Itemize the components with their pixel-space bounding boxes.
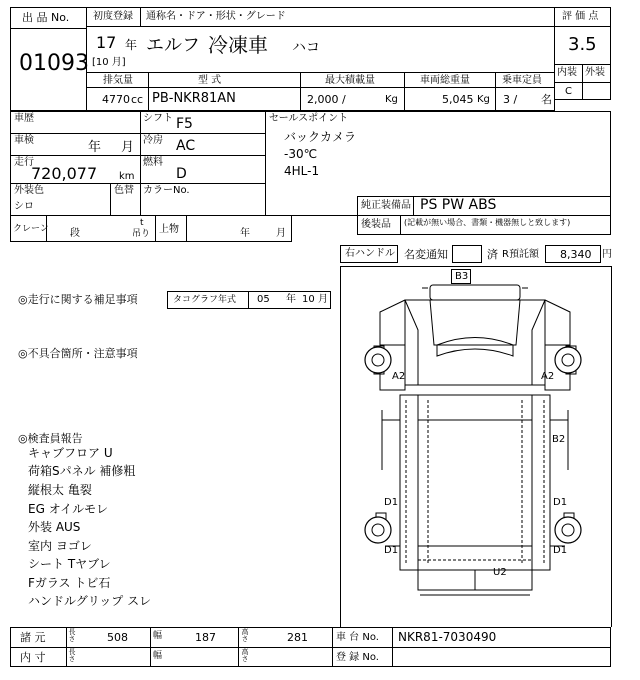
width: 187 [195, 631, 216, 644]
deck-label: 上物 [159, 224, 179, 235]
deck-year-unit: 年 [240, 228, 250, 239]
sales-point-label: セールスポイント [269, 113, 349, 124]
dims-label: 諸 元 [20, 631, 46, 644]
yen-unit: 円 [602, 249, 612, 260]
damage-mark-d1: D1 [384, 545, 399, 556]
deck-month-unit: 月 [276, 228, 286, 239]
score-label: 評 価 点 [562, 11, 599, 22]
aircon-label: 冷房 [143, 135, 163, 146]
fuel: D [176, 166, 187, 182]
aftermarket-note: (記載が無い場合、書類・機器無しと致します) [404, 218, 571, 227]
inner-dims-label: 内 寸 [20, 651, 46, 664]
mileage-label: 走行 [14, 157, 34, 168]
height-label: 高さ [241, 628, 249, 642]
fuel-label: 燃料 [143, 157, 163, 168]
mileage: 720,077 [31, 164, 98, 183]
exterior-color: シロ [14, 201, 34, 212]
inspection-year-unit: 年 [88, 140, 102, 155]
inner-width-label: 幅 [153, 651, 163, 661]
cab-outline [405, 300, 545, 385]
damage-mark-a2-left: A2 [392, 371, 406, 382]
inspector-report-title: ◎検査員報告 [18, 432, 83, 445]
sales-point-item: -30℃ [284, 147, 318, 161]
gross-weight-unit: Kg [477, 94, 490, 105]
front-right-wheel [555, 347, 581, 373]
report-line: 外装 AUS [28, 520, 81, 534]
inner-height-label: 高さ [241, 648, 249, 662]
report-line: Fガラス トビ石 [28, 576, 111, 590]
recycle-prefix: 済 [487, 248, 498, 261]
report-line: シート Tヤブレ [28, 557, 111, 571]
report-line: 縦根太 亀裂 [28, 483, 92, 497]
width-label: 幅 [153, 631, 163, 641]
exterior-color-label: 外装色 [14, 185, 44, 196]
lot-number: 01093 [19, 51, 89, 76]
crane-stage-unit: 段 [70, 228, 80, 239]
car-name: エルフ [146, 35, 200, 56]
damage-mark-u2: U2 [493, 567, 507, 578]
tacho-month-unit: 月 [318, 294, 328, 305]
max-load: 2,000 / [307, 93, 346, 106]
cargo-left-side [400, 395, 418, 570]
inspection-label: 車検 [14, 135, 34, 146]
capacity-unit: 名 [541, 93, 552, 106]
name-change-box [452, 245, 482, 263]
length-label: 長さ [68, 628, 76, 642]
shift-label: シフト [143, 113, 173, 124]
crane-hang-unit: 吊り [132, 229, 151, 239]
tacho-year: 05 [257, 294, 270, 305]
supplement-title: ◎走行に関する補足事項 [18, 293, 138, 306]
report-line: キャブフロア U [28, 446, 113, 460]
report-line: ハンドルグリップ スレ [28, 594, 152, 608]
report-line: 室内 ヨゴレ [28, 539, 92, 553]
damage-mark-b2: B2 [552, 434, 566, 445]
sales-point-item: 4HL-1 [284, 164, 320, 178]
capacity: 3 / [503, 93, 518, 106]
chassis-number: NKR81-7030490 [398, 630, 497, 644]
aircon: AC [176, 138, 196, 154]
gross-weight: 5,045 [442, 93, 474, 106]
height: 281 [287, 631, 308, 644]
crane-label: クレーン [13, 224, 49, 234]
rear-panel [418, 567, 532, 590]
rear-left-wheel [365, 517, 391, 543]
report-line: EG オイルモレ [28, 502, 109, 516]
defects-title: ◎不具合箇所・注意事項 [18, 347, 138, 360]
steering: 右ハンドル [345, 248, 395, 259]
crane-ton-unit: t [140, 218, 144, 228]
max-load-unit: Kg [385, 94, 398, 105]
model: PB-NKR81AN [152, 91, 236, 106]
grade-label: 通称名・ドア・形状・グレード [146, 11, 286, 22]
interior-label: 内装 [557, 67, 577, 78]
rear-right-wheel [555, 517, 581, 543]
cargo-right-side [532, 395, 550, 570]
damage-mark-b3: B3 [455, 271, 469, 282]
length: 508 [107, 631, 128, 644]
mileage-unit: km [119, 171, 135, 182]
recycle-amount: 8,340 [560, 248, 592, 261]
inspection-month-unit: 月 [121, 140, 135, 155]
equipment-label: 純正装備品 [361, 200, 411, 211]
tacho-year-unit: 年 [286, 294, 296, 305]
body-style: ハコ [292, 40, 320, 56]
damage-mark-d1: D1 [553, 545, 568, 556]
report-line: 荷箱Sパネル 補修粗 [28, 464, 136, 478]
body-type: 冷凍車 [208, 33, 268, 57]
cargo-roof [418, 395, 532, 570]
recycle-label: R預託額 [502, 249, 539, 260]
tacho-label: タコグラフ年式 [173, 295, 237, 305]
max-load-label: 最大積載量 [325, 75, 375, 86]
displacement-unit: cc [131, 93, 144, 106]
displacement: 4770 [102, 93, 130, 106]
score: 3.5 [568, 34, 597, 55]
history-label: 車歴 [14, 113, 34, 124]
damage-mark-d1: D1 [384, 497, 399, 508]
inner-length-label: 長さ [68, 648, 76, 662]
right-cab-side [545, 300, 570, 345]
registration-year-unit: 年 [125, 38, 138, 52]
color-no-label: カラーNo. [143, 185, 190, 196]
model-label: 型 式 [198, 75, 222, 86]
front-left-wheel [365, 347, 391, 373]
left-cab-side [380, 300, 405, 345]
chassis-label: 車 台 No. [336, 632, 379, 643]
color-change-label: 色替 [114, 185, 134, 196]
damage-mark-a2-right: A2 [541, 371, 555, 382]
sales-point-item: バックカメラ [284, 130, 357, 144]
lot-number-label: 出 品 No. [22, 11, 70, 24]
gross-weight-label: 車両総重量 [420, 75, 470, 86]
registration-number-label: 登 録 No. [336, 652, 379, 663]
damage-mark-d1: D1 [553, 497, 568, 508]
name-change-label: 名変通知 [404, 248, 448, 261]
shift: F5 [176, 116, 193, 132]
windshield [430, 300, 520, 345]
equipment-items: PS PW ABS [420, 197, 497, 213]
registration-month: [10 月] [92, 57, 126, 68]
registration-year: 17 [96, 33, 117, 52]
tacho-month: 10 [302, 294, 315, 305]
first-registration-label: 初度登録 [93, 11, 133, 22]
aftermarket-label: 後装品 [361, 219, 391, 230]
capacity-label: 乗車定員 [502, 75, 542, 86]
exterior-label: 外装 [585, 67, 605, 78]
displacement-label: 排気量 [103, 75, 133, 86]
interior-score: C [565, 86, 572, 97]
cab-roof [430, 285, 520, 300]
